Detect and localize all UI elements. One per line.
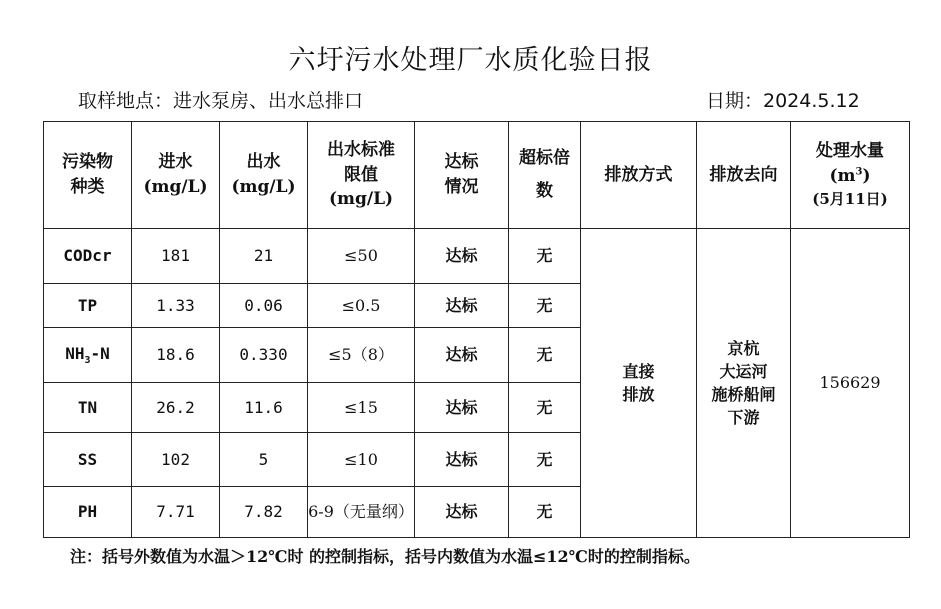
sampling-location: 取样地点：进水泵房、出水总排口: [78, 90, 364, 112]
pollutant-name: TN: [44, 383, 132, 433]
discharge-destination: 京杭 大运河 施桥船闸 下游: [697, 229, 791, 538]
status-value: 达标: [415, 229, 509, 284]
status-value: 达标: [415, 433, 509, 487]
influent-value: 102: [132, 433, 220, 487]
status-value: 达标: [415, 328, 509, 383]
exceed-value: 无: [509, 284, 581, 328]
pollutant-name: TP: [44, 284, 132, 328]
treated-volume: 156629: [791, 229, 910, 538]
status-value: 达标: [415, 487, 509, 538]
footnote: 注：括号外数值为水温＞12℃时 的控制指标，括号内数值为水温≤12℃时的控制指标。: [70, 547, 700, 566]
header-volume: 处理水量 $(m^3)$ (5月11日): [791, 122, 910, 229]
pollutant-name: PH: [44, 487, 132, 538]
header-destination: 排放去向: [697, 122, 791, 229]
exceed-value: 无: [509, 487, 581, 538]
exceed-value: 无: [509, 383, 581, 433]
header-effluent: 出水 (mg/L): [220, 122, 308, 229]
report-title: 六圩污水处理厂水质化验日报: [288, 45, 653, 76]
table-row: [44, 229, 910, 284]
effluent-value: 7.82: [220, 487, 308, 538]
limit-value: ≤15: [308, 383, 415, 433]
header-exceed: 超标倍 数: [509, 122, 581, 229]
exceed-value: 无: [509, 328, 581, 383]
effluent-value: 0.330: [220, 328, 308, 383]
report-date: 日期：2024.5.12: [706, 90, 860, 112]
header-limit: 出水标准 限值 (mg/L): [308, 122, 415, 229]
influent-value: 7.71: [132, 487, 220, 538]
status-value: 达标: [415, 383, 509, 433]
header-status: 达标 情况: [415, 122, 509, 229]
limit-value: ≤5（8）: [308, 328, 415, 383]
effluent-value: 11.6: [220, 383, 308, 433]
header-method: 排放方式: [581, 122, 697, 229]
influent-value: 181: [132, 229, 220, 284]
exceed-value: 无: [509, 229, 581, 284]
limit-value: ≤50: [308, 229, 415, 284]
exceed-value: 无: [509, 433, 581, 487]
water-quality-table: [43, 121, 910, 538]
header-pollutant: 污染物 种类: [44, 122, 132, 229]
limit-value: 6-9（无量纲）: [308, 487, 415, 538]
pollutant-name: $NH_3-N$: [44, 328, 132, 383]
effluent-value: 5: [220, 433, 308, 487]
header-influent: 进水 (mg/L): [132, 122, 220, 229]
influent-value: 18.6: [132, 328, 220, 383]
limit-value: ≤0.5: [308, 284, 415, 328]
influent-value: 26.2: [132, 383, 220, 433]
pollutant-name: SS: [44, 433, 132, 487]
influent-value: 1.33: [132, 284, 220, 328]
discharge-method: 直接 排放: [581, 229, 697, 538]
pollutant-name: CODcr: [44, 229, 132, 284]
status-value: 达标: [415, 284, 509, 328]
limit-value: ≤10: [308, 433, 415, 487]
effluent-value: 0.06: [220, 284, 308, 328]
effluent-value: 21: [220, 229, 308, 284]
header-row: [44, 122, 910, 229]
